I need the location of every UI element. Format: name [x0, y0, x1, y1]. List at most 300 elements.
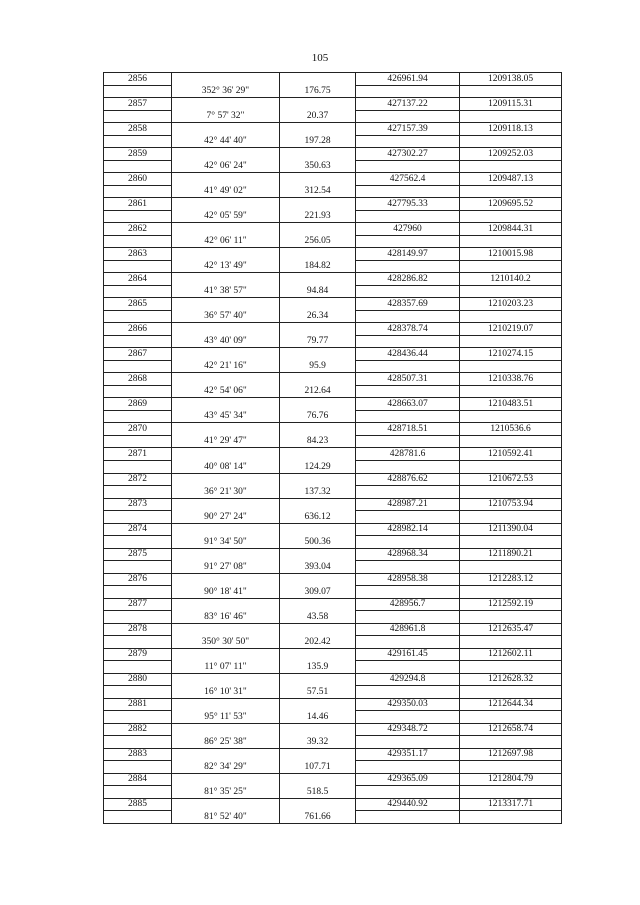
- empty-cell: [280, 473, 356, 486]
- table-row: [104, 661, 562, 674]
- x-coordinate-cell: 428968.34: [356, 548, 460, 561]
- bearing-cell: 40° 08' 14": [172, 460, 280, 473]
- empty-cell: [356, 385, 460, 398]
- empty-cell: [460, 611, 562, 624]
- empty-cell: [172, 673, 280, 686]
- page-number: 105: [311, 52, 329, 64]
- empty-cell: [172, 348, 280, 361]
- y-coordinate-cell: 1212592.19: [460, 598, 562, 611]
- y-coordinate-cell: 1209138.05: [460, 73, 562, 86]
- table-row: [104, 811, 562, 824]
- empty-cell: [280, 348, 356, 361]
- point-number-cell: 2869: [104, 398, 172, 411]
- empty-cell: [460, 761, 562, 774]
- bearing-cell: 90° 27' 24": [172, 511, 280, 524]
- empty-cell: [356, 260, 460, 273]
- bearing-cell: 42° 44' 40": [172, 135, 280, 148]
- empty-cell: [460, 185, 562, 198]
- empty-cell: [104, 460, 172, 473]
- survey-coordinates-table: [103, 72, 562, 824]
- empty-cell: [280, 498, 356, 511]
- empty-cell: [356, 711, 460, 724]
- y-coordinate-cell: 1209118.13: [460, 123, 562, 136]
- x-coordinate-cell: 428961.8: [356, 623, 460, 636]
- distance-cell: 124.29: [280, 460, 356, 473]
- empty-cell: [356, 686, 460, 699]
- table-row: [104, 636, 562, 649]
- empty-cell: [172, 173, 280, 186]
- empty-cell: [172, 748, 280, 761]
- point-number-cell: 2865: [104, 298, 172, 311]
- bearing-cell: 41° 49' 02": [172, 185, 280, 198]
- bearing-cell: 42° 06' 24": [172, 160, 280, 173]
- table-row: [104, 323, 562, 336]
- table-row: [104, 148, 562, 161]
- empty-cell: [356, 85, 460, 98]
- table-row: [104, 298, 562, 311]
- empty-cell: [460, 460, 562, 473]
- empty-cell: [356, 285, 460, 298]
- empty-cell: [280, 648, 356, 661]
- table-row: [104, 135, 562, 148]
- point-number-cell: 2883: [104, 748, 172, 761]
- table-row: [104, 586, 562, 599]
- x-coordinate-cell: 428718.51: [356, 423, 460, 436]
- x-coordinate-cell: 428958.38: [356, 573, 460, 586]
- x-coordinate-cell: 428357.69: [356, 298, 460, 311]
- point-number-cell: 2874: [104, 523, 172, 536]
- x-coordinate-cell: 429351.17: [356, 748, 460, 761]
- empty-cell: [280, 73, 356, 86]
- table-row: [104, 360, 562, 373]
- table-row: [104, 448, 562, 461]
- empty-cell: [172, 73, 280, 86]
- table-row: [104, 373, 562, 386]
- distance-cell: 76.76: [280, 410, 356, 423]
- empty-cell: [356, 811, 460, 824]
- point-number-cell: 2880: [104, 673, 172, 686]
- point-number-cell: 2879: [104, 648, 172, 661]
- distance-cell: 176.75: [280, 85, 356, 98]
- empty-cell: [280, 698, 356, 711]
- empty-cell: [460, 235, 562, 248]
- y-coordinate-cell: 1209844.31: [460, 223, 562, 236]
- empty-cell: [104, 410, 172, 423]
- empty-cell: [280, 248, 356, 261]
- bearing-cell: 82° 34' 29": [172, 761, 280, 774]
- empty-cell: [104, 285, 172, 298]
- empty-cell: [460, 310, 562, 323]
- distance-cell: 20.37: [280, 110, 356, 123]
- empty-cell: [356, 786, 460, 799]
- point-number-cell: 2864: [104, 273, 172, 286]
- x-coordinate-cell: 427960: [356, 223, 460, 236]
- empty-cell: [460, 786, 562, 799]
- x-coordinate-cell: 429294.8: [356, 673, 460, 686]
- y-coordinate-cell: 1212602.11: [460, 648, 562, 661]
- point-number-cell: 2868: [104, 373, 172, 386]
- table-row: [104, 85, 562, 98]
- bearing-cell: 42° 54' 06": [172, 385, 280, 398]
- table-row: [104, 723, 562, 736]
- y-coordinate-cell: 1210536.6: [460, 423, 562, 436]
- empty-cell: [172, 523, 280, 536]
- y-coordinate-cell: 1211390.04: [460, 523, 562, 536]
- distance-cell: 107.71: [280, 761, 356, 774]
- table-row: [104, 611, 562, 624]
- empty-cell: [104, 611, 172, 624]
- table-row: [104, 185, 562, 198]
- distance-cell: 43.58: [280, 611, 356, 624]
- empty-cell: [280, 273, 356, 286]
- empty-cell: [172, 648, 280, 661]
- empty-cell: [172, 623, 280, 636]
- empty-cell: [172, 698, 280, 711]
- table-row: [104, 648, 562, 661]
- x-coordinate-cell: 428507.31: [356, 373, 460, 386]
- table-row: [104, 335, 562, 348]
- empty-cell: [356, 561, 460, 574]
- point-number-cell: 2882: [104, 723, 172, 736]
- empty-cell: [356, 586, 460, 599]
- y-coordinate-cell: 1209487.13: [460, 173, 562, 186]
- y-coordinate-cell: 1210015.98: [460, 248, 562, 261]
- empty-cell: [460, 285, 562, 298]
- empty-cell: [104, 235, 172, 248]
- empty-cell: [172, 473, 280, 486]
- empty-cell: [356, 310, 460, 323]
- empty-cell: [172, 423, 280, 436]
- bearing-cell: 350° 30' 50": [172, 636, 280, 649]
- empty-cell: [280, 523, 356, 536]
- empty-cell: [460, 511, 562, 524]
- empty-cell: [104, 160, 172, 173]
- empty-cell: [280, 623, 356, 636]
- table-row: [104, 686, 562, 699]
- y-coordinate-cell: 1212635.47: [460, 623, 562, 636]
- empty-cell: [356, 235, 460, 248]
- x-coordinate-cell: 428956.7: [356, 598, 460, 611]
- empty-cell: [460, 811, 562, 824]
- empty-cell: [460, 561, 562, 574]
- empty-cell: [104, 85, 172, 98]
- bearing-cell: 36° 21' 30": [172, 486, 280, 499]
- empty-cell: [460, 711, 562, 724]
- x-coordinate-cell: 427795.33: [356, 198, 460, 211]
- x-coordinate-cell: 428987.21: [356, 498, 460, 511]
- y-coordinate-cell: 1209115.31: [460, 98, 562, 111]
- empty-cell: [356, 460, 460, 473]
- empty-cell: [356, 160, 460, 173]
- empty-cell: [104, 586, 172, 599]
- empty-cell: [280, 223, 356, 236]
- table-row: [104, 673, 562, 686]
- empty-cell: [172, 273, 280, 286]
- y-coordinate-cell: 1211890.21: [460, 548, 562, 561]
- empty-cell: [104, 811, 172, 824]
- table-row: [104, 260, 562, 273]
- empty-cell: [356, 661, 460, 674]
- empty-cell: [356, 410, 460, 423]
- bearing-cell: 91° 27' 08": [172, 561, 280, 574]
- table-row: [104, 536, 562, 549]
- empty-cell: [460, 536, 562, 549]
- x-coordinate-cell: 427562.4: [356, 173, 460, 186]
- y-coordinate-cell: 1212658.74: [460, 723, 562, 736]
- empty-cell: [172, 723, 280, 736]
- distance-cell: 221.93: [280, 210, 356, 223]
- point-number-cell: 2866: [104, 323, 172, 336]
- y-coordinate-cell: 1210483.51: [460, 398, 562, 411]
- x-coordinate-cell: 427137.22: [356, 98, 460, 111]
- point-number-cell: 2859: [104, 148, 172, 161]
- table-row: [104, 798, 562, 811]
- table-row: [104, 598, 562, 611]
- point-number-cell: 2877: [104, 598, 172, 611]
- x-coordinate-cell: 428149.97: [356, 248, 460, 261]
- distance-cell: 26.34: [280, 310, 356, 323]
- x-coordinate-cell: 427302.27: [356, 148, 460, 161]
- empty-cell: [460, 636, 562, 649]
- empty-cell: [280, 123, 356, 136]
- empty-cell: [280, 548, 356, 561]
- x-coordinate-cell: 428982.14: [356, 523, 460, 536]
- distance-cell: 202.42: [280, 636, 356, 649]
- bearing-cell: 11° 07' 11": [172, 661, 280, 674]
- empty-cell: [460, 661, 562, 674]
- y-coordinate-cell: 1210219.07: [460, 323, 562, 336]
- empty-cell: [172, 573, 280, 586]
- empty-cell: [356, 335, 460, 348]
- x-coordinate-cell: 426961.94: [356, 73, 460, 86]
- point-number-cell: 2873: [104, 498, 172, 511]
- empty-cell: [460, 435, 562, 448]
- distance-cell: 256.05: [280, 235, 356, 248]
- empty-cell: [172, 498, 280, 511]
- table-row: [104, 385, 562, 398]
- table-row: [104, 423, 562, 436]
- bearing-cell: 43° 40' 09": [172, 335, 280, 348]
- table-row: [104, 348, 562, 361]
- y-coordinate-cell: 1210672.53: [460, 473, 562, 486]
- distance-cell: 57.51: [280, 686, 356, 699]
- empty-cell: [280, 573, 356, 586]
- table-row: [104, 273, 562, 286]
- empty-cell: [460, 135, 562, 148]
- empty-cell: [280, 373, 356, 386]
- empty-cell: [460, 486, 562, 499]
- empty-cell: [172, 98, 280, 111]
- y-coordinate-cell: 1209695.52: [460, 198, 562, 211]
- point-number-cell: 2863: [104, 248, 172, 261]
- empty-cell: [172, 248, 280, 261]
- table-row: [104, 523, 562, 536]
- table-row: [104, 160, 562, 173]
- empty-cell: [460, 210, 562, 223]
- empty-cell: [172, 773, 280, 786]
- empty-cell: [280, 723, 356, 736]
- empty-cell: [356, 636, 460, 649]
- table-row: [104, 410, 562, 423]
- table-row: [104, 473, 562, 486]
- empty-cell: [280, 423, 356, 436]
- empty-cell: [280, 148, 356, 161]
- table-row: [104, 561, 562, 574]
- table-row: [104, 573, 562, 586]
- empty-cell: [104, 435, 172, 448]
- empty-cell: [104, 486, 172, 499]
- empty-cell: [104, 561, 172, 574]
- table-row: [104, 748, 562, 761]
- point-number-cell: 2860: [104, 173, 172, 186]
- empty-cell: [172, 548, 280, 561]
- distance-cell: 309.07: [280, 586, 356, 599]
- empty-cell: [104, 360, 172, 373]
- x-coordinate-cell: 429440.92: [356, 798, 460, 811]
- y-coordinate-cell: 1210203.23: [460, 298, 562, 311]
- empty-cell: [104, 711, 172, 724]
- empty-cell: [280, 298, 356, 311]
- table-body: [104, 73, 562, 824]
- distance-cell: 197.28: [280, 135, 356, 148]
- empty-cell: [460, 160, 562, 173]
- empty-cell: [280, 773, 356, 786]
- empty-cell: [356, 360, 460, 373]
- bearing-cell: 42° 21' 16": [172, 360, 280, 373]
- empty-cell: [460, 260, 562, 273]
- empty-cell: [172, 123, 280, 136]
- table-row: [104, 98, 562, 111]
- table-row: [104, 786, 562, 799]
- y-coordinate-cell: 1210592.41: [460, 448, 562, 461]
- point-number-cell: 2878: [104, 623, 172, 636]
- x-coordinate-cell: 429348.72: [356, 723, 460, 736]
- bearing-cell: 42° 13' 49": [172, 260, 280, 273]
- empty-cell: [172, 223, 280, 236]
- table-row: [104, 435, 562, 448]
- empty-cell: [104, 761, 172, 774]
- point-number-cell: 2862: [104, 223, 172, 236]
- x-coordinate-cell: 428436.44: [356, 348, 460, 361]
- table-row: [104, 173, 562, 186]
- distance-cell: 212.64: [280, 385, 356, 398]
- distance-cell: 761.66: [280, 811, 356, 824]
- y-coordinate-cell: 1210274.15: [460, 348, 562, 361]
- bearing-cell: 86° 25' 38": [172, 736, 280, 749]
- bearing-cell: 41° 29' 47": [172, 435, 280, 448]
- bearing-cell: 83° 16' 46": [172, 611, 280, 624]
- empty-cell: [356, 511, 460, 524]
- bearing-cell: 36° 57' 40": [172, 310, 280, 323]
- table-row: [104, 210, 562, 223]
- distance-cell: 84.23: [280, 435, 356, 448]
- empty-cell: [460, 586, 562, 599]
- empty-cell: [104, 786, 172, 799]
- bearing-cell: 43° 45' 34": [172, 410, 280, 423]
- point-number-cell: 2871: [104, 448, 172, 461]
- distance-cell: 500.36: [280, 536, 356, 549]
- table-row: [104, 248, 562, 261]
- y-coordinate-cell: 1210753.94: [460, 498, 562, 511]
- empty-cell: [104, 511, 172, 524]
- empty-cell: [460, 686, 562, 699]
- empty-cell: [280, 198, 356, 211]
- table-row: [104, 123, 562, 136]
- y-coordinate-cell: 1212628.32: [460, 673, 562, 686]
- empty-cell: [104, 385, 172, 398]
- y-coordinate-cell: 1213317.71: [460, 798, 562, 811]
- empty-cell: [172, 198, 280, 211]
- table-row: [104, 110, 562, 123]
- distance-cell: 39.32: [280, 736, 356, 749]
- empty-cell: [172, 323, 280, 336]
- x-coordinate-cell: 428286.82: [356, 273, 460, 286]
- y-coordinate-cell: 1212283.12: [460, 573, 562, 586]
- table-row: [104, 623, 562, 636]
- empty-cell: [280, 748, 356, 761]
- x-coordinate-cell: 428663.07: [356, 398, 460, 411]
- distance-cell: 350.63: [280, 160, 356, 173]
- table-row: [104, 198, 562, 211]
- empty-cell: [356, 486, 460, 499]
- empty-cell: [280, 98, 356, 111]
- empty-cell: [172, 798, 280, 811]
- distance-cell: 393.04: [280, 561, 356, 574]
- y-coordinate-cell: 1210338.76: [460, 373, 562, 386]
- point-number-cell: 2861: [104, 198, 172, 211]
- empty-cell: [356, 736, 460, 749]
- empty-cell: [460, 360, 562, 373]
- bearing-cell: 81° 52' 40": [172, 811, 280, 824]
- distance-cell: 312.54: [280, 185, 356, 198]
- table-row: [104, 285, 562, 298]
- x-coordinate-cell: 429161.45: [356, 648, 460, 661]
- point-number-cell: 2875: [104, 548, 172, 561]
- bearing-cell: 41° 38' 57": [172, 285, 280, 298]
- y-coordinate-cell: 1209252.03: [460, 148, 562, 161]
- bearing-cell: 90° 18' 41": [172, 586, 280, 599]
- table-row: [104, 223, 562, 236]
- empty-cell: [172, 373, 280, 386]
- empty-cell: [280, 448, 356, 461]
- point-number-cell: 2870: [104, 423, 172, 436]
- table-row: [104, 460, 562, 473]
- empty-cell: [280, 173, 356, 186]
- empty-cell: [104, 260, 172, 273]
- bearing-cell: 91° 34' 50": [172, 536, 280, 549]
- point-number-cell: 2858: [104, 123, 172, 136]
- empty-cell: [280, 798, 356, 811]
- bearing-cell: 16° 10' 31": [172, 686, 280, 699]
- point-number-cell: 2885: [104, 798, 172, 811]
- empty-cell: [460, 410, 562, 423]
- empty-cell: [280, 598, 356, 611]
- empty-cell: [104, 736, 172, 749]
- point-number-cell: 2867: [104, 348, 172, 361]
- distance-cell: 14.46: [280, 711, 356, 724]
- empty-cell: [280, 323, 356, 336]
- empty-cell: [280, 673, 356, 686]
- empty-cell: [172, 598, 280, 611]
- distance-cell: 95.9: [280, 360, 356, 373]
- bearing-cell: 42° 06' 11": [172, 235, 280, 248]
- empty-cell: [104, 636, 172, 649]
- empty-cell: [356, 135, 460, 148]
- empty-cell: [356, 761, 460, 774]
- table-row: [104, 73, 562, 86]
- table-row: [104, 548, 562, 561]
- table-row: [104, 498, 562, 511]
